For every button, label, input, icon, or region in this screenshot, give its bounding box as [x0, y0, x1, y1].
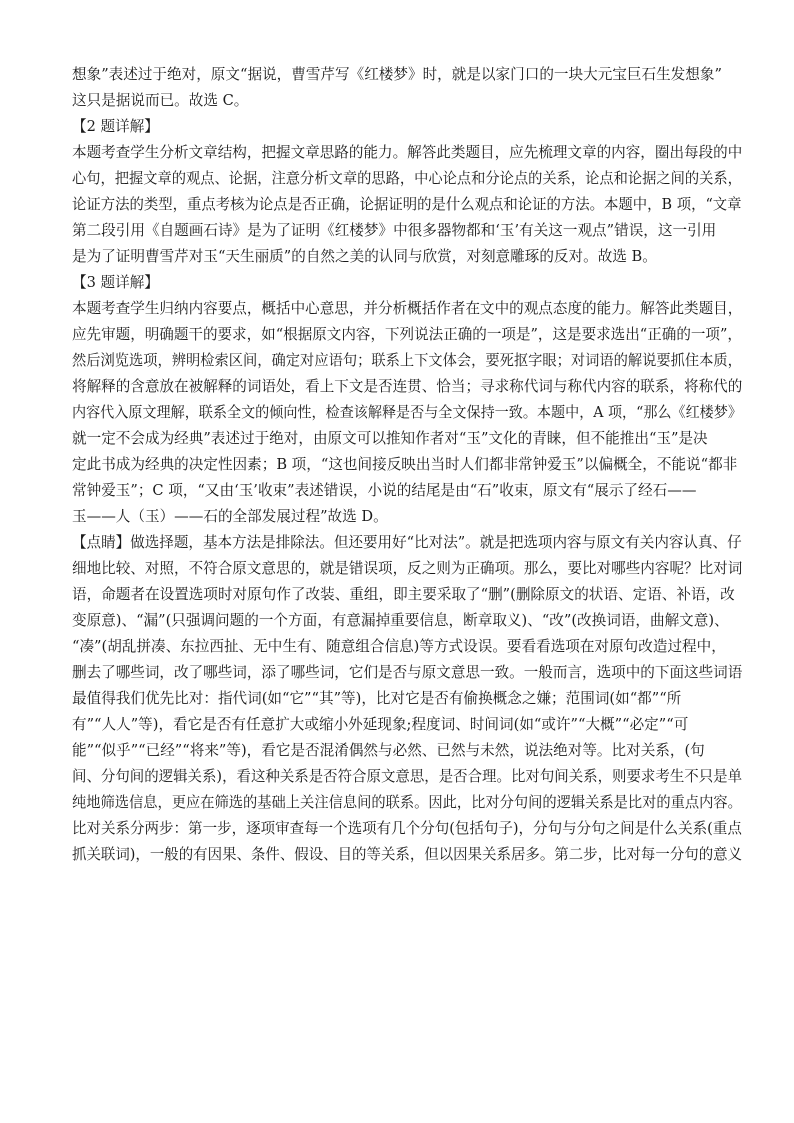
- q2-line-3: 论证方法的类型，重点考核为论点是否正确，论据证明的是什么观点和论证的方法。本题中，B 项，“文章: [72, 196, 742, 213]
- document-body: [72, 62, 742, 868]
- intro-line-1: 想象”表述过于绝对，原文“据说，曹雪芹写《红楼梦》时，就是以家门口的一块大元宝巨石生发想象”: [72, 66, 722, 83]
- q2-heading: 【2 题详解】: [72, 118, 159, 135]
- tips-line-7: 最值得我们优先比对：指代词(如“它”“其”等)，比对它是否有偷换概念之嫌；范围词(如“都”“所: [72, 690, 682, 707]
- tips-line-4: 变原意)、“漏”(只强调问题的一个方面，有意漏掉重要信息，断章取义)、“改”(改换词语，曲解文意)、: [72, 612, 729, 629]
- tips-line-1: 【点睛】做选择题，基本方法是排除法。但还要用好“比对法”。就是把选项内容与原文有关内容认真、仔: [72, 534, 742, 551]
- q2-line-2: 心句，把握文章的观点、论据，注意分析文章的思路，中心论点和分论点的关系，论点和论据之间的关系，: [72, 170, 742, 187]
- tips-line-13: 抓关联词)，一般的有因果、条件、假设、目的等关系，但以因果关系居多。第二步，比对每一分句的意义: [72, 846, 743, 863]
- q2-line-4: 第二段引用《自题画石诗》是为了证明《红楼梦》中很多器物都和‘玉’有关这一观点”错误，这一引用: [72, 222, 717, 239]
- tips-line-3: 语，命题者在设置选项时对原句作了改装、重组，即主要采取了“删”(删除原文的状语、定语、补语，改: [72, 586, 735, 603]
- q3-line-1: 本题考查学生归纳内容要点，概括中心意思，并分析概括作者在文中的观点态度的能力。解答此类题目，: [72, 300, 743, 317]
- q3-line-5: 内容代入原文理解，联系全文的倾向性，检查该解释是否与全文保持一致。本题中，A 项，“那么《红楼梦》: [72, 404, 742, 421]
- intro-line-2: 这只是据说而已。故选 C。: [72, 92, 249, 109]
- tips-line-5: “凑”(胡乱拼凑、东拉西扯、无中生有、随意组合信息)等方式设误。要看看选项在对原句改造过程中，: [72, 638, 726, 655]
- q3-line-9: 玉——人（玉）——石的全部发展过程”故选 D。: [72, 508, 388, 525]
- q3-line-4: 将解释的含意放在被解释的词语处，看上下文是否连贯、恰当；寻求称代词与称代内容的联系，将称代的: [72, 378, 743, 395]
- tips-line-6: 删去了哪些词，改了哪些词，添了哪些词，它们是否与原文意思一致。一般而言，选项中的下面这些词语: [72, 664, 743, 681]
- tips-line-11: 纯地筛选信息，更应在筛选的基础上关注信息间的联系。因此，比对分句间的逻辑关系是比对的重点内容。: [72, 794, 742, 811]
- q3-line-7: 定此书成为经典的决定性因素；B 项，“这也间接反映出当时人们都非常钟爱玉”以偏概全，不能说“都非: [72, 456, 738, 473]
- q3-line-8: 常钟爱玉”；C 项，“又由‘玉’收束”表述错误，小说的结尾是由“石”收束，原文有“展示了经石——: [72, 482, 697, 499]
- q3-line-3: 然后浏览选项，辨明检索区间，确定对应语句；联系上下文体会，要死抠字眼；对词语的解说要抓住本质，: [72, 352, 742, 369]
- tips-line-10: 间、分句间的逻辑关系)，看这种关系是否符合原文意思，是否合理。比对句间关系，则要求考生不只是单: [72, 768, 743, 785]
- q3-line-6: 就一定不会成为经典”表述过于绝对，由原文可以推知作者对“玉”文化的青睐，但不能推出“玉”是决: [72, 430, 708, 447]
- tips-line-9: 能”“似乎”“已经”“将来”等)，看它是否混淆偶然与必然、已然与未然，说法绝对等。比对关系，(句: [72, 742, 705, 759]
- q3-line-2: 应先审题，明确题干的要求，如“根据原文内容，下列说法正确的一项是”，这是要求选出“正确的一项”，: [72, 326, 742, 343]
- q2-line-1: 本题考查学生分析文章结构，把握文章思路的能力。解答此类题目，应先梳理文章的内容，圈出每段的中: [72, 144, 743, 161]
- q2-line-5: 是为了证明曹雪芹对玉“天生丽质”的自然之美的认同与欣赏，对刻意雕琢的反对。故选 B。: [72, 248, 657, 265]
- tips-line-12: 比对关系分两步：第一步，逐项审查每一个选项有几个分句(包括句子)，分句与分句之间是什么关系(重点: [72, 820, 742, 837]
- tips-line-8: 有”“人人”等)，看它是否有任意扩大或缩小外延现象;程度词、时间词(如“或许”“大概”“必定”“可: [72, 716, 689, 733]
- q3-heading: 【3 题详解】: [72, 274, 159, 291]
- tips-line-2: 细地比较、对照，不符合原文意思的，就是错误项，反之则为正确项。那么，要比对哪些内容呢？比对词: [72, 560, 743, 577]
